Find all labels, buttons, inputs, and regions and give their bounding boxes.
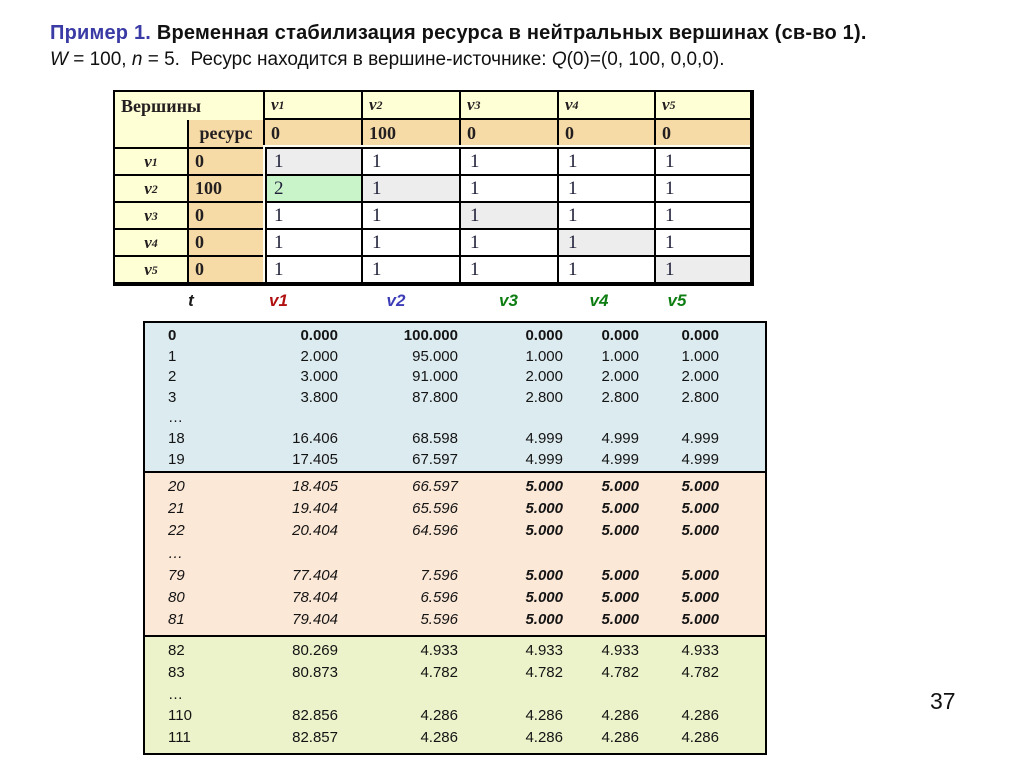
series-value-cell: 4.286 (525, 729, 563, 747)
series-value-cell: 2.000 (525, 368, 563, 386)
series-table-header-row (143, 291, 767, 315)
series-value-cell (563, 684, 639, 706)
series-value-cell: 4.999 (601, 450, 639, 468)
series-value-cell: 1.000 (601, 347, 639, 365)
title-example-label: Пример 1. (50, 22, 152, 44)
series-value-cell: 4.999 (681, 450, 719, 468)
series-value-cell (338, 408, 458, 429)
series-value-cell: 5.000 (525, 478, 563, 495)
series-section-grid (145, 637, 765, 749)
series-t-cell: 82 (168, 642, 185, 659)
series-t-cell: 111 (168, 729, 191, 747)
matrix-row-label: v 5 (115, 257, 189, 284)
series-value-cell: 5.000 (601, 478, 639, 495)
series-value-cell: 6.596 (420, 588, 458, 606)
matrix-cell: 1 (363, 203, 461, 230)
series-value-cell: 4.782 (525, 663, 563, 681)
matrix-cell: 1 (363, 257, 461, 284)
series-value-cell: 78.404 (292, 588, 338, 606)
series-value-cell: 5.596 (420, 611, 458, 629)
series-value-cell: 2.000 (681, 368, 719, 386)
series-value-cell: 20.404 (292, 522, 338, 540)
matrix-column-header: v 2 (363, 92, 461, 120)
series-value-cell (223, 408, 338, 429)
series-value-cell: 5.000 (525, 611, 563, 629)
series-column-header: v5 (667, 291, 687, 310)
series-value-cell: 4.286 (525, 707, 563, 725)
series-value-cell: 64.596 (412, 522, 458, 540)
resource-cell: 0 (189, 149, 265, 176)
series-t-cell: 2 (168, 368, 177, 386)
series-value-cell: 5.000 (601, 611, 639, 629)
series-t-cell: 1 (168, 347, 177, 365)
series-value-cell: 2.800 (525, 388, 563, 406)
matrix-column-header: v 3 (461, 92, 559, 120)
matrix-cell: 1 (559, 176, 656, 203)
matrix-cell: 1 (461, 230, 559, 257)
matrix-cell: 1 (363, 149, 461, 176)
series-value-cell: 4.999 (681, 429, 719, 447)
resource-cell: 100 (189, 176, 265, 203)
matrix-cell: 1 (461, 176, 559, 203)
matrix-cell: 1 (559, 149, 656, 176)
series-t-cell: 79 (168, 566, 185, 584)
series-value-cell: 0.000 (601, 327, 639, 344)
slide-title (50, 22, 867, 45)
series-value-cell: 5.000 (601, 522, 639, 540)
series-value-cell: 82.856 (292, 707, 338, 725)
series-value-cell: 18.405 (292, 478, 338, 495)
series-value-cell: 87.800 (412, 388, 458, 406)
matrix-cell: 1 (265, 149, 363, 176)
series-value-cell: 4.286 (420, 707, 458, 725)
series-value-cell: 5.000 (525, 566, 563, 584)
series-section (143, 635, 767, 755)
subtitle-segment: W (50, 49, 68, 70)
series-value-cell: 4.933 (420, 642, 458, 659)
series-value-cell: 77.404 (292, 566, 338, 584)
series-t-cell: 80 (168, 588, 185, 606)
matrix-cell: 1 (656, 203, 752, 230)
matrix-cell: 1 (656, 257, 752, 284)
subtitle-segment: n (131, 49, 143, 70)
series-value-cell: 0.000 (300, 327, 338, 344)
series-value-cell: 79.404 (292, 611, 338, 629)
matrix-cell: 1 (656, 176, 752, 203)
series-t-cell: 3 (168, 388, 177, 406)
matrix-cell: 1 (559, 203, 656, 230)
resource-row-label: ресурс (189, 120, 265, 149)
series-value-cell: 80.873 (292, 663, 338, 681)
series-value-cell: 5.000 (681, 588, 719, 606)
series-t-cell: 21 (168, 500, 185, 518)
series-value-cell: 4.286 (681, 707, 719, 725)
series-value-cell: 80.269 (292, 642, 338, 659)
series-value-cell: 4.286 (420, 729, 458, 747)
corner-empty-cell (115, 120, 189, 149)
series-value-cell (563, 543, 639, 565)
series-value-cell: 2.800 (681, 388, 719, 406)
series-value-cell (223, 543, 338, 565)
series-value-cell (563, 408, 639, 429)
matrix-column-header: v 1 (265, 92, 363, 120)
page-number: 37 (930, 688, 956, 714)
series-value-cell: 5.000 (601, 588, 639, 606)
series-value-cell (338, 684, 458, 706)
series-value-cell: 5.000 (525, 500, 563, 518)
matrix-cell: 1 (363, 176, 461, 203)
series-value-cell: 5.000 (601, 500, 639, 518)
series-value-cell: 0.000 (525, 327, 563, 344)
series-value-cell: 1.000 (525, 347, 563, 365)
series-column-header: v3 (499, 291, 518, 310)
series-value-cell: 100.000 (403, 327, 458, 344)
subtitle-segment: (0)=(0, 100, 0,0,0). (566, 49, 725, 70)
series-value-cell: 2.000 (300, 347, 338, 365)
series-value-cell: 82.857 (292, 729, 338, 747)
series-value-cell: 4.782 (420, 663, 458, 681)
series-value-cell (639, 543, 719, 565)
series-value-cell (338, 543, 458, 565)
series-value-cell: 3.000 (300, 368, 338, 386)
series-t-cell: 0 (168, 327, 177, 344)
series-value-cell: 67.597 (412, 450, 458, 468)
series-column-header: v4 (589, 291, 609, 310)
resource-value-cell: 100 (363, 120, 461, 149)
matrix-cell: 1 (656, 149, 752, 176)
matrix-cell: 1 (265, 230, 363, 257)
series-t-cell: 20 (168, 478, 185, 495)
matrix-cell: 1 (265, 257, 363, 284)
series-t-cell: 83 (168, 663, 185, 681)
series-value-cell: 68.598 (412, 429, 458, 447)
matrix-cell: 1 (363, 230, 461, 257)
subtitle-segment: = 5. Ресурс находится в вершине-источнике: (142, 49, 552, 70)
matrix-column-header: v 5 (656, 92, 752, 120)
series-section-grid (145, 473, 765, 631)
series-value-cell: 5.000 (681, 500, 719, 518)
series-value-cell: 5.000 (525, 522, 563, 540)
resource-value-cell: 0 (559, 120, 656, 149)
series-value-cell: 4.286 (601, 707, 639, 725)
series-t-cell: 18 (168, 429, 185, 447)
subtitle-segment: Q (551, 49, 567, 70)
vertices-corner-label: Вершины (115, 92, 265, 120)
matrix-cell: 1 (559, 230, 656, 257)
series-value-cell: 4.999 (601, 429, 639, 447)
series-value-cell (639, 408, 719, 429)
series-column-header: v2 (386, 291, 406, 310)
resource-cell: 0 (189, 257, 265, 284)
matrix-cell: 1 (559, 257, 656, 284)
series-column-header: t (188, 291, 194, 310)
series-t-cell: … (168, 409, 183, 427)
title-text: Временная стабилизация ресурса в нейтральных вершинах (св-во 1). (151, 22, 867, 44)
series-value-cell: 5.000 (681, 522, 719, 540)
series-value-cell: 4.999 (525, 450, 563, 468)
series-section (143, 471, 767, 637)
series-value-cell: 5.000 (681, 566, 719, 584)
resource-value-cell: 0 (656, 120, 752, 149)
series-value-cell: 7.596 (420, 566, 458, 584)
resource-cell: 0 (189, 230, 265, 257)
series-value-cell: 2.800 (601, 388, 639, 406)
matrix-cell: 2 (265, 176, 363, 203)
series-value-cell: 4.286 (601, 729, 639, 747)
matrix-cell: 1 (656, 230, 752, 257)
series-value-cell: 16.406 (292, 429, 338, 447)
matrix-row-label: v 1 (115, 149, 189, 176)
series-value-cell: 4.933 (525, 642, 563, 659)
vertices-matrix-table (113, 90, 754, 286)
series-value-cell (458, 684, 563, 706)
series-value-cell: 17.405 (292, 450, 338, 468)
matrix-column-header: v 4 (559, 92, 656, 120)
matrix-row-label: v 4 (115, 230, 189, 257)
series-value-cell: 5.000 (681, 478, 719, 495)
resource-value-cell: 0 (265, 120, 363, 149)
series-section-grid (145, 323, 765, 470)
series-value-cell: 65.596 (412, 500, 458, 518)
matrix-cell: 1 (265, 203, 363, 230)
series-t-cell: 22 (168, 522, 185, 540)
series-value-cell: 95.000 (412, 347, 458, 365)
series-value-cell (223, 684, 338, 706)
series-value-cell: 91.000 (412, 368, 458, 386)
series-column-header: v1 (269, 291, 288, 310)
matrix-row-label: v 3 (115, 203, 189, 230)
matrix-cell: 1 (461, 257, 559, 284)
series-value-cell: 1.000 (681, 347, 719, 365)
series-t-cell: 81 (168, 611, 185, 629)
subtitle-segment: = 100, (67, 49, 132, 70)
series-value-cell: 66.597 (412, 478, 458, 495)
series-t-cell: 110 (168, 707, 192, 725)
series-value-cell: 0.000 (681, 327, 719, 344)
series-value-cell (458, 408, 563, 429)
series-value-cell: 4.286 (681, 729, 719, 747)
series-value-cell: 4.782 (681, 663, 719, 681)
series-value-cell: 2.000 (601, 368, 639, 386)
matrix-row-label: v 2 (115, 176, 189, 203)
matrix-cell: 1 (461, 203, 559, 230)
series-t-cell: … (168, 685, 183, 703)
series-value-cell: 19.404 (292, 500, 338, 518)
series-value-cell: 4.782 (601, 663, 639, 681)
series-value-cell: 4.999 (525, 429, 563, 447)
series-value-cell: 3.800 (300, 388, 338, 406)
series-value-cell: 4.933 (601, 642, 639, 659)
slide-subtitle (50, 49, 725, 71)
series-value-cell: 5.000 (681, 611, 719, 629)
series-section (143, 321, 767, 473)
series-value-cell (639, 684, 719, 706)
series-t-cell: … (168, 544, 183, 562)
series-value-cell: 4.933 (681, 642, 719, 659)
resource-cell: 0 (189, 203, 265, 230)
series-value-cell: 5.000 (525, 588, 563, 606)
resource-value-cell: 0 (461, 120, 559, 149)
series-value-cell: 5.000 (601, 566, 639, 584)
series-value-cell (458, 543, 563, 565)
matrix-cell: 1 (461, 149, 559, 176)
series-t-cell: 19 (168, 450, 185, 468)
